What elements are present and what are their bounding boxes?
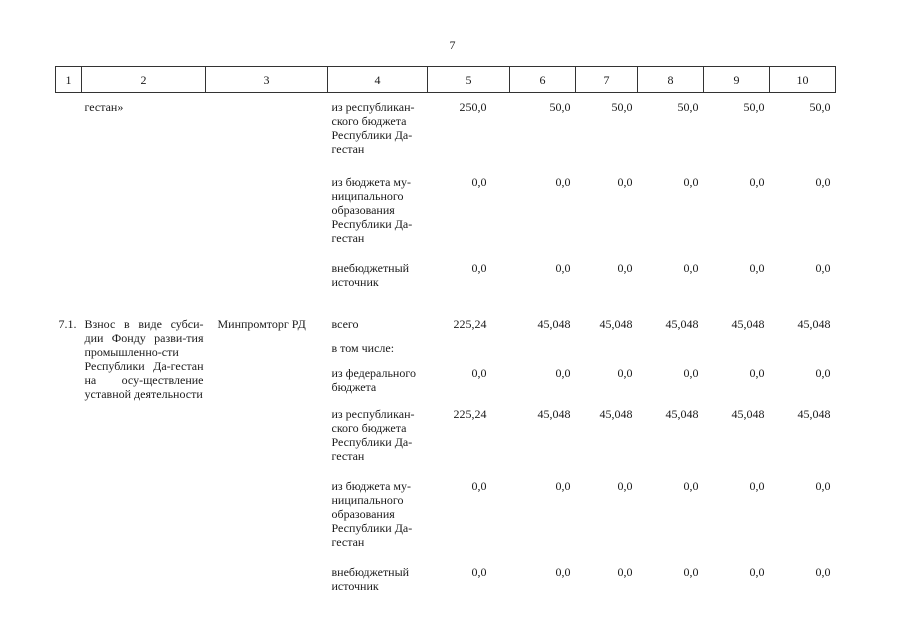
value-cell: 45,048 (537, 316, 571, 331)
value-cell: 45,048 (731, 406, 765, 421)
value-cell: 0,0 (617, 365, 633, 380)
table-row (56, 261, 836, 317)
value-cell: 0,0 (749, 564, 765, 579)
page-number: 7 (449, 38, 456, 52)
value-cell: 225,24 (453, 406, 487, 421)
value-cell: 0,0 (683, 478, 699, 493)
value-cell: 45,048 (537, 406, 571, 421)
value-cell: 0,0 (471, 365, 487, 380)
col-header-9: 9 (704, 67, 770, 93)
funding-source: внебюджетный источник (331, 260, 410, 289)
value-cell: 0,0 (471, 478, 487, 493)
value-cell: 45,048 (599, 316, 633, 331)
value-cell: 50,0 (549, 100, 571, 114)
value-cell: 0,0 (749, 365, 765, 380)
value-cell: 45,048 (599, 406, 633, 421)
value-cell: 0,0 (555, 174, 571, 189)
value-cell: 0,0 (815, 365, 831, 380)
value-cell: 0,0 (617, 478, 633, 493)
funding-source: из федерального бюджета (331, 365, 416, 394)
value-cell: 45,048 (797, 406, 831, 421)
funding-source: внебюджетный источник (331, 564, 410, 593)
measure-name-continuation: гестан» (84, 100, 124, 114)
value-cell: 0,0 (471, 260, 487, 275)
col-header-2: 2 (82, 67, 206, 93)
value-cell: 45,048 (731, 316, 765, 331)
table-row (56, 317, 836, 341)
col-header-10: 10 (770, 67, 836, 93)
value-cell: 50,0 (743, 100, 765, 114)
executor: Минпромторг РД (217, 316, 306, 331)
row-number: 7.1. (58, 316, 77, 331)
col-header-4: 4 (328, 67, 428, 93)
value-cell: 50,0 (809, 100, 831, 114)
funding-source: в том числе: (331, 340, 395, 355)
col-header-8: 8 (638, 67, 704, 93)
table-row (56, 175, 836, 261)
value-cell: 0,0 (471, 174, 487, 189)
value-cell: 45,048 (665, 406, 699, 421)
value-cell: 0,0 (683, 174, 699, 189)
value-cell: 0,0 (815, 564, 831, 579)
value-cell: 50,0 (611, 100, 633, 114)
value-cell: 50,0 (677, 100, 699, 114)
col-header-1: 1 (56, 67, 82, 93)
header-row (56, 67, 836, 93)
funding-source: из бюджета му-ниципального образования Республики Да-гестан (331, 174, 413, 245)
funding-source: всего (331, 316, 359, 331)
table-row (56, 93, 836, 175)
value-cell: 0,0 (815, 478, 831, 493)
value-cell: 0,0 (749, 174, 765, 189)
funding-source: из республикан-ского бюджета Республики Да-гестан (331, 406, 415, 463)
value-cell: 0,0 (555, 260, 571, 275)
value-cell: 0,0 (471, 564, 487, 579)
budget-table (55, 66, 836, 599)
col-header-3: 3 (206, 67, 328, 93)
value-cell: 0,0 (617, 260, 633, 275)
funding-source: из республикан-ского бюджета Республики Да-гестан (331, 100, 415, 156)
value-cell: 0,0 (617, 564, 633, 579)
value-cell: 0,0 (815, 260, 831, 275)
value-cell: 45,048 (665, 316, 699, 331)
value-cell: 0,0 (683, 564, 699, 579)
value-cell: 250,0 (459, 100, 487, 114)
value-cell: 0,0 (749, 260, 765, 275)
funding-source: из бюджета му-ниципального образования Республики Да-гестан (331, 478, 413, 549)
measure-name: Взнос в виде субси-дии Фонду разви-тия промышленно-сти Республики Да-гестан на осу-ществление уставной деятельности (84, 316, 204, 401)
value-cell: 45,048 (797, 316, 831, 331)
col-header-7: 7 (576, 67, 638, 93)
value-cell: 0,0 (555, 365, 571, 380)
col-header-5: 5 (428, 67, 510, 93)
col-header-6: 6 (510, 67, 576, 93)
value-cell: 225,24 (453, 316, 487, 331)
value-cell: 0,0 (749, 478, 765, 493)
value-cell: 0,0 (617, 174, 633, 189)
value-cell: 0,0 (683, 365, 699, 380)
value-cell: 0,0 (555, 478, 571, 493)
value-cell: 0,0 (555, 564, 571, 579)
value-cell: 0,0 (683, 260, 699, 275)
value-cell: 0,0 (815, 174, 831, 189)
